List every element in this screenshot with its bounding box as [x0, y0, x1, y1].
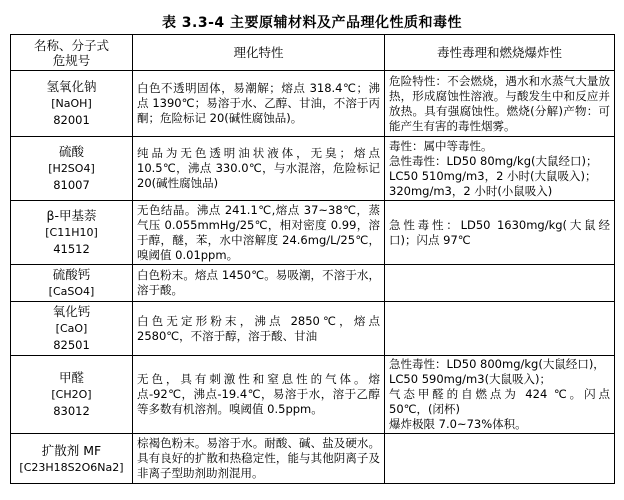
- substance-cell: [11, 434, 133, 484]
- substance-formula: [C23H18S2O6Na2]: [19, 460, 124, 474]
- toxicity-cell: [385, 137, 615, 201]
- table-row: [11, 434, 615, 484]
- header-hazard-id: 危规号: [52, 52, 91, 68]
- substance-name: 氢氧化钠: [46, 79, 97, 94]
- header-name-formula: 名称、分子式: [33, 37, 109, 53]
- table-row: [11, 137, 615, 201]
- substance-formula: [C11H10]: [45, 226, 98, 239]
- table-row: [11, 201, 615, 265]
- properties-cell: 白色粉末。熔点 1450℃。易吸潮，不溶于水，溶于酸。: [133, 265, 385, 302]
- substance-name: 扩散剂 MF: [41, 442, 102, 458]
- substance-formula: [CaSO4]: [48, 285, 95, 298]
- substance-formula: [NaOH]: [51, 97, 92, 110]
- properties-cell: 棕褐色粉末。易溶于水。耐酸、碱、盐及硬水。具有良好的扩散和热稳定性，能与其他阴离子及非离子型助剂助剂混用。: [133, 434, 385, 484]
- substance-name: 硫酸钙: [52, 267, 91, 282]
- substance-cell: [11, 71, 133, 137]
- table-row: [11, 356, 615, 434]
- properties-cell: 白色无定形粉末，沸点 2850℃，熔点 2580℃，不溶于醇，溶于酸、甘油: [133, 302, 385, 356]
- substance-cell: [11, 265, 133, 302]
- hazard-id: 82001: [53, 113, 90, 127]
- substance-cell: [11, 201, 133, 265]
- hazard-id: 81007: [53, 178, 90, 192]
- substance-name: 甲醛: [58, 370, 84, 385]
- properties-cell: 无色，具有刺激性和窒息性的气体。熔点-92℃，沸点-19.4℃，易溶于水，溶于乙醇等多数有机溶剂。嗅阈值 0.5ppm。: [133, 356, 385, 434]
- substance-cell: [11, 137, 133, 201]
- hazard-id: 41512: [53, 242, 90, 256]
- substance-name: 氧化钙: [52, 304, 91, 319]
- table-title: 表 3.3-4 主要原辅材料及产品理化性质和毒性: [161, 15, 463, 31]
- materials-table: [10, 34, 615, 484]
- toxicity-line: LC50 590mg/m3(大鼠吸入)；: [389, 372, 552, 386]
- substance-name: β-甲基萘: [46, 208, 97, 223]
- table-row: [11, 302, 615, 356]
- table-row: [11, 71, 615, 137]
- toxicity-cell: 急性毒性：LD50 1630mg/kg(大鼠经口)；闪点 97℃: [385, 201, 615, 265]
- properties-cell: 纯品为无色透明油状液体，无臭；熔点 10.5℃，沸点 330.0℃，与水混溶，危险标记 20(碱性腐蚀品): [133, 137, 385, 201]
- table-row: [11, 265, 615, 302]
- substance-formula: [CH2O]: [51, 388, 92, 401]
- header-row: [11, 35, 615, 71]
- toxicity-cell: [385, 302, 615, 356]
- toxicity-cell: 危险特性：不会燃烧，遇水和水蒸气大量放热，形成腐蚀性溶液。与酸发生中和反应并放热。具有强腐蚀性。燃烧(分解)产物：可能产生有害的毒性烟雾。: [385, 71, 615, 137]
- toxicity-cell: [385, 434, 615, 484]
- toxicity-line: 爆炸极限 7.0~73%体积。: [389, 417, 527, 431]
- properties-cell: 白色不透明固体，易潮解；熔点 318.4℃；沸点 1390℃；易溶于水、乙醇、甘油，不溶于丙酮；危险标记 20(碱性腐蚀品)。: [133, 71, 385, 137]
- hazard-id: 83012: [53, 404, 90, 418]
- toxicity-line: 毒性：属中等毒性。: [389, 138, 493, 153]
- toxicity-line: 320mg/m3，2 小时(小鼠吸入): [389, 183, 553, 198]
- substance-formula: [CaO]: [55, 322, 88, 335]
- toxicity-cell: [385, 356, 615, 434]
- header-toxicity: 毒性毒理和燃烧爆炸性: [385, 35, 615, 71]
- toxicity-line: 急性毒性：LD50 80mg/kg(大鼠经口)；: [389, 153, 598, 168]
- toxicity-cell: [385, 265, 615, 302]
- properties-cell: 无色结晶。沸点 241.1℃,熔点 37~38℃，蒸气压 0.055mmHg/25℃，相对密度 0.99，溶于醇，醚，苯，水中溶解度 24.6mg/L/25℃，嗅阈值 0.01ppm。: [133, 201, 385, 265]
- substance-cell: [11, 356, 133, 434]
- header-name-formula-id: [11, 35, 133, 71]
- hazard-id: 82501: [53, 338, 90, 352]
- substance-formula: [H2SO4]: [48, 162, 95, 175]
- substance-cell: [11, 302, 133, 356]
- toxicity-line: LC50 510mg/m3，2 小时(大鼠吸入)；: [389, 168, 597, 183]
- toxicity-line: 气态甲醛的自燃点为 424 ℃。闪点 50℃，(闭杯): [389, 387, 610, 416]
- header-properties: 理化特性: [133, 35, 385, 71]
- toxicity-line: 急性毒性：LD50 800mg/kg(大鼠经口)，: [389, 357, 605, 371]
- substance-name: 硫酸: [58, 144, 84, 159]
